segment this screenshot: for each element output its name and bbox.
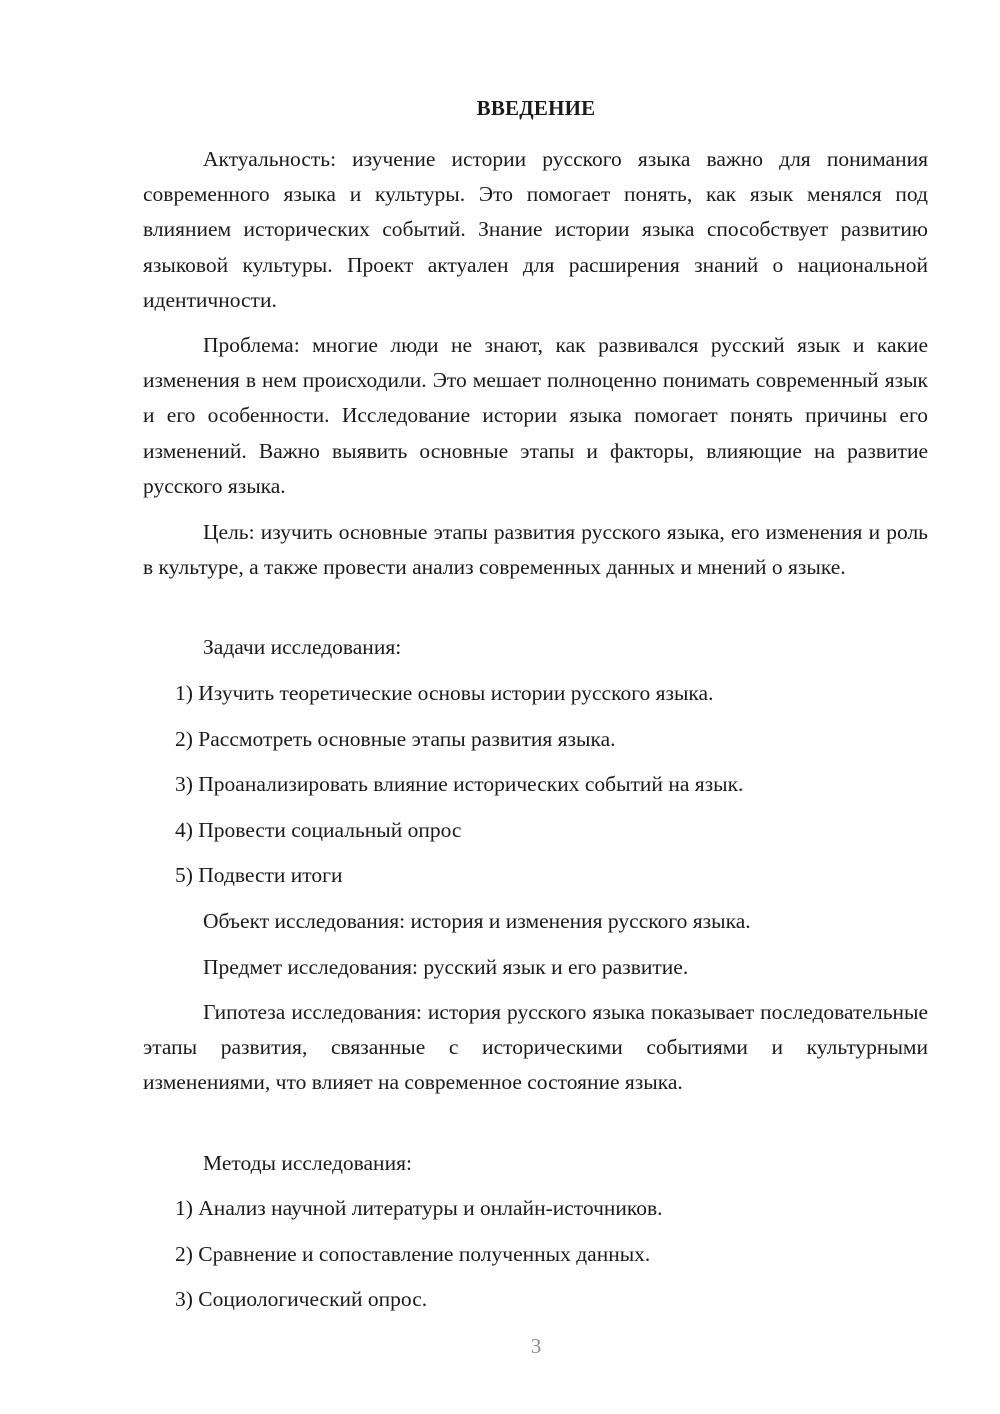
method-item: 3) Социологический опрос. (175, 1287, 428, 1311)
methods-label: Методы исследования: (203, 1151, 412, 1175)
tasks-label: Задачи исследования: (203, 635, 402, 659)
method-item: 1) Анализ научной литературы и онлайн-источников. (175, 1196, 663, 1220)
goal-paragraph-block (143, 515, 928, 585)
problem-paragraph-block (143, 328, 928, 504)
method-item: 2) Сравнение и сопоставление полученных данных. (175, 1242, 651, 1266)
task-item: 5) Подвести итоги (175, 863, 343, 887)
task-item: 3) Проанализировать влияние исторических событий на язык. (175, 772, 744, 796)
object-line: Объект исследования: история и изменения русского языка. (203, 909, 751, 933)
page-number: 3 (530, 1334, 542, 1358)
problem-paragraph: Проблема: многие люди не знают, как развивался русский язык и какие изменения в нем происходили. Это мешает полноценно понимать современный язык и его особенности. Исследование истории языка помогает понять причины его изменений. Важно выявить основные этапы и факторы, влияющие на развитие русского языка. (143, 333, 928, 498)
relevance-paragraph: Актуальность: изучение истории русского языка важно для понимания современного языка и культуры. Это помогает понять, как язык менялся под влиянием исторических событий. Знание истории языка способствует развитию языковой культуры. Проект актуален для расширения знаний о национальной идентичности. (143, 147, 928, 312)
task-item: 2) Рассмотреть основные этапы развития языка. (175, 727, 616, 751)
section-heading: ВВЕДЕНИЕ (476, 96, 596, 120)
hypothesis-paragraph: Гипотеза исследования: история русского языка показывает последовательные этапы развития, связанные с историческими событиями и культурными изменениями, что влияет на современное состояние языка. (143, 1000, 928, 1095)
task-item: 4) Провести социальный опрос (175, 818, 462, 842)
hypothesis-paragraph-block (143, 995, 928, 1101)
task-item: 1) Изучить теоретические основы истории русского языка. (175, 681, 714, 705)
subject-line: Предмет исследования: русский язык и его развитие. (203, 955, 689, 979)
goal-paragraph: Цель: изучить основные этапы развития русского языка, его изменения и роль в культуре, а также провести анализ современных данных и мнений о языке. (143, 520, 928, 580)
relevance-paragraph-block (143, 142, 928, 318)
